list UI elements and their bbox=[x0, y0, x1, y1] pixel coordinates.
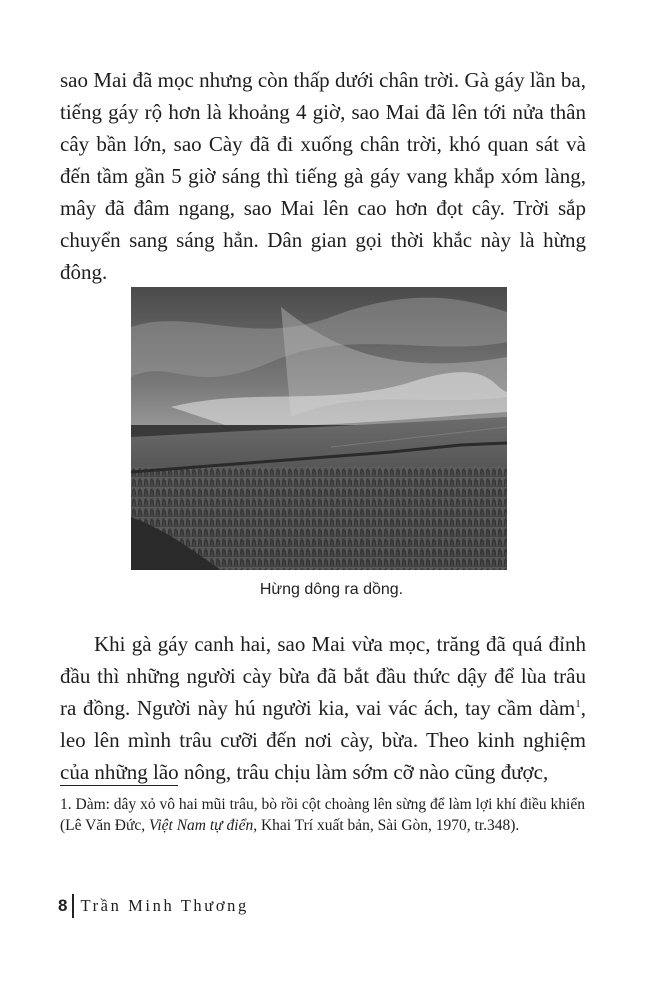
footnote bbox=[60, 794, 586, 836]
footnote-text-end: , Khai Trí xuất bản, Sài Gòn, 1970, tr.348). bbox=[253, 817, 520, 834]
paragraph-2-text-end: , leo lên mình trâu cưỡi đến nơi cày, bừa. Theo kinh nghiệm của những lão nông, trâu chịu làm sớm cỡ nào cũng được, bbox=[60, 696, 586, 784]
photo-caption: Hừng dông ra dồng. bbox=[259, 581, 404, 598]
paragraph-2-text-start: Khi gà gáy canh hai, sao Mai vừa mọc, trăng đã quá đỉnh đầu thì những người cày bừa đã bắt đầu thức dậy để lùa trâu ra đồng. Người này hú người kia, vai vác ách, tay cầm dàm bbox=[60, 632, 586, 720]
footnote-book-title: Việt Nam tự điển bbox=[149, 817, 254, 834]
author-name: Trần Minh Thương bbox=[80, 896, 249, 915]
rice-field-photo-image bbox=[131, 287, 507, 570]
body-paragraph-2 bbox=[60, 628, 586, 788]
rice-field-photo bbox=[131, 287, 507, 570]
footer-divider bbox=[72, 894, 74, 918]
page-footer bbox=[58, 894, 249, 918]
body-paragraph-1: sao Mai đã mọc nhưng còn thấp dưới chân trời. Gà gáy lần ba, tiếng gáy rộ hơn là khoảng 4 giờ, sao Mai đã lên tới nửa thân cây bần lớn, sao Cày đã đi xuống chân trời, khó quan sát và đến tầm gần 5 giờ sáng thì tiếng gà gáy vang khắp xóm làng, mây đã đâm ngang, sao Mai lên cao hơn đọt cây. Trời sắp chuyển sang sáng hẳn. Dân gian gọi thời khắc này là hừng đông. bbox=[60, 68, 586, 284]
footnote-number: 1. bbox=[60, 796, 72, 813]
page-number: 8 bbox=[58, 896, 68, 915]
footnote-separator bbox=[60, 785, 178, 786]
footnote-text-start: Dàm: dây xỏ vô hai mũi trâu, bò rồi cột choàng lên sừng để làm lợi khí điều khiển (Lê Văn Đức, bbox=[60, 796, 585, 834]
footnote-reference: 1 bbox=[575, 698, 581, 710]
